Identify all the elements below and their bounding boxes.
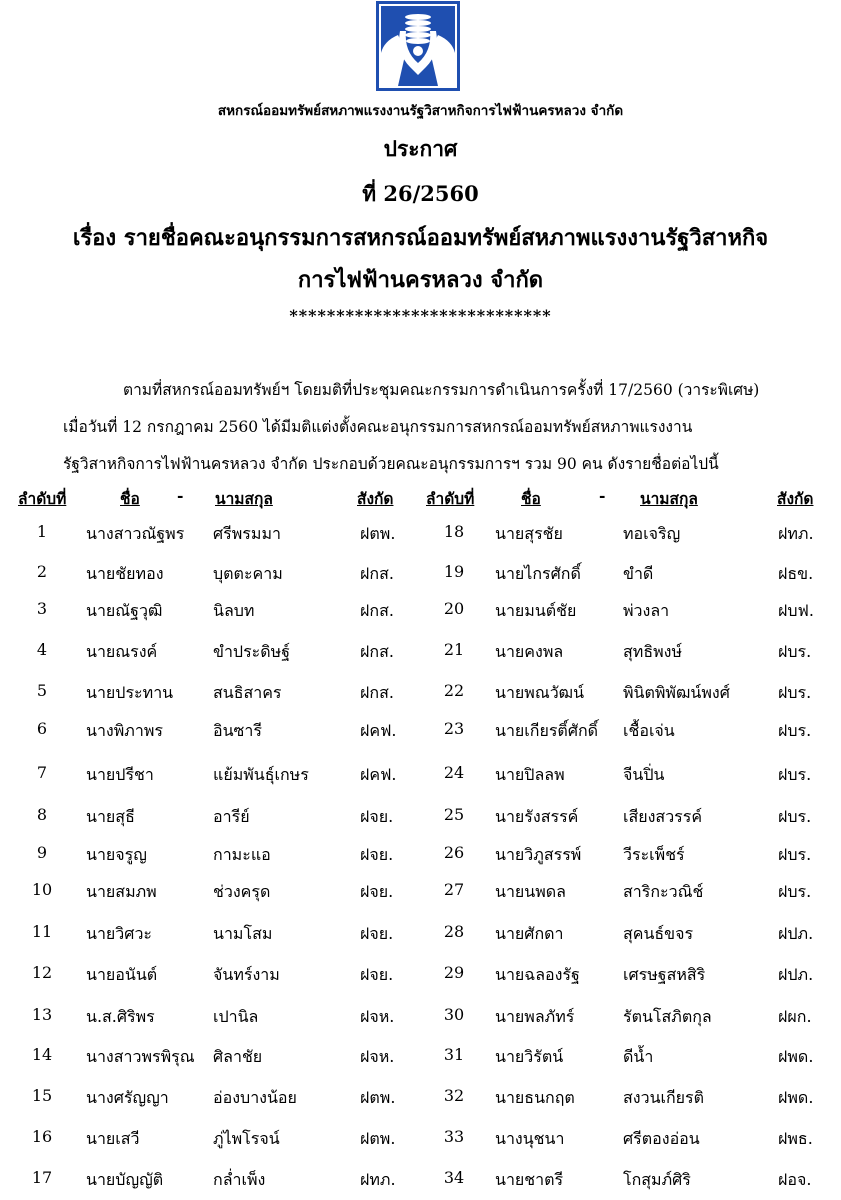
member-number: 24 xyxy=(443,763,465,782)
member-first-name: นายจรูญ xyxy=(86,845,147,864)
member-first-name: นายชาตรี xyxy=(495,1170,564,1189)
member-department: ฝกส. xyxy=(360,642,394,661)
header-no-right: ลำดับที่ xyxy=(426,489,475,508)
member-last-name: บุตตะคาม xyxy=(213,564,283,583)
member-department: ฝจย. xyxy=(360,882,394,901)
member-department: ฝบร. xyxy=(778,882,812,901)
member-first-name: นายวิภูสรรพ์ xyxy=(495,845,582,864)
member-last-name: สาริกะวณิช์ xyxy=(623,882,704,901)
member-first-name: นายณัฐวุฒิ xyxy=(86,601,163,620)
member-last-name: ศรีตองอ่อน xyxy=(623,1129,700,1148)
member-first-name: นางศรัญญา xyxy=(86,1088,169,1107)
member-number: 1 xyxy=(36,522,48,541)
member-last-name: ขำประดิษฐ์ xyxy=(213,642,291,661)
member-department: ฝบร. xyxy=(778,765,812,784)
member-first-name: นายสุธี xyxy=(86,807,135,826)
member-number: 12 xyxy=(31,963,53,982)
member-last-name: แย้มพันธุ์เกษร xyxy=(213,765,309,784)
member-first-name: นายนพดล xyxy=(495,882,566,901)
member-last-name: ภู่ไพโรจน์ xyxy=(213,1129,280,1148)
member-first-name: นายประทาน xyxy=(86,683,174,702)
member-first-name: นายปรีชา xyxy=(86,765,154,784)
member-number: 21 xyxy=(443,640,465,659)
member-last-name: อารีย์ xyxy=(213,807,250,826)
member-first-name: นายวิศวะ xyxy=(86,924,153,943)
member-first-name: น.ส.ศิริพร xyxy=(86,1007,155,1026)
organization-name: สหกรณ์ออมทรัพย์สหภาพแรงงานรัฐวิสาหกิจการไฟฟ้านครหลวง จำกัด xyxy=(217,103,624,119)
member-first-name: นายสมภพ xyxy=(86,882,157,901)
member-department: ฝปภ. xyxy=(778,924,814,943)
member-department: ฝจย. xyxy=(360,845,394,864)
member-last-name: จันทร์งาม xyxy=(213,965,280,984)
member-first-name: นายพณวัฒน์ xyxy=(495,683,585,702)
member-first-name: นางสาวพรพิรุณ xyxy=(86,1047,195,1066)
member-first-name: นางนุชนา xyxy=(495,1129,565,1148)
header-dash-right: - xyxy=(599,486,606,505)
member-number: 8 xyxy=(36,805,48,824)
member-department: ฝทภ. xyxy=(360,1170,396,1189)
member-first-name: นายณรงค์ xyxy=(86,642,158,661)
member-department: ฝตพ. xyxy=(360,1129,396,1148)
member-last-name: นิลบท xyxy=(213,601,255,620)
member-department: ฝธข. xyxy=(778,564,814,583)
member-last-name: โกสุมภ์ศิริ xyxy=(623,1170,691,1189)
member-number: 3 xyxy=(36,599,48,618)
member-number: 11 xyxy=(31,922,53,941)
member-first-name: นายวิรัตน์ xyxy=(495,1047,564,1066)
member-number: 23 xyxy=(443,719,465,738)
member-first-name: นายมนต์ชัย xyxy=(495,601,577,620)
member-number: 14 xyxy=(31,1045,53,1064)
member-last-name: เชื้อเจ่น xyxy=(623,721,675,740)
member-number: 13 xyxy=(31,1005,53,1024)
member-first-name: นายพลภัทร์ xyxy=(495,1007,575,1026)
member-number: 31 xyxy=(443,1045,465,1064)
member-last-name: พินิตพิพัฒน์พงศ์ xyxy=(623,683,730,702)
subject-line-2: การไฟฟ้านครหลวง จำกัด xyxy=(297,267,544,293)
member-department: ฝคฟ. xyxy=(360,721,397,740)
header-dept-left: สังกัด xyxy=(357,489,394,508)
member-number: 7 xyxy=(36,763,48,782)
member-last-name: วีระเพ็ชร์ xyxy=(623,845,685,864)
member-last-name: ทอเจริญ xyxy=(623,524,681,543)
member-first-name: นายคงพล xyxy=(495,642,564,661)
member-number: 20 xyxy=(443,599,465,618)
subject-line-1: เรื่อง รายชื่อคณะอนุกรรมการสหกรณ์ออมทรัพย์สหภาพแรงงานรัฐวิสาหกิจ xyxy=(72,225,769,251)
member-department: ฝบร. xyxy=(778,845,812,864)
member-department: ฝจย. xyxy=(360,807,394,826)
member-number: 32 xyxy=(443,1086,465,1105)
separator: **************************** xyxy=(289,306,552,325)
member-first-name: นายปิลลพ xyxy=(495,765,565,784)
member-department: ฝกส. xyxy=(360,601,394,620)
member-last-name: อินซารี xyxy=(213,721,262,740)
member-first-name: นายเกียรติ์ศักดิ์ xyxy=(495,721,599,740)
member-first-name: นายศักดา xyxy=(495,924,564,943)
member-department: ฝจย. xyxy=(360,924,394,943)
member-department: ฝจห. xyxy=(360,1007,395,1026)
header-dash-left: - xyxy=(177,486,184,505)
member-number: 26 xyxy=(443,843,465,862)
member-number: 4 xyxy=(36,640,48,659)
member-department: ฝอจ. xyxy=(778,1170,812,1189)
header-first-right: ชื่อ xyxy=(521,489,541,508)
member-department: ฝทภ. xyxy=(778,524,814,543)
document-type: ประกาศ xyxy=(383,136,458,161)
member-number: 10 xyxy=(31,880,53,899)
member-first-name: นายฉลองรัฐ xyxy=(495,965,580,984)
document-number: ที่ 26/2560 xyxy=(362,181,479,206)
member-last-name: นามโสม xyxy=(213,924,273,943)
member-first-name: นายรังสรรค์ xyxy=(495,807,579,826)
member-last-name: เสียงสวรรค์ xyxy=(623,807,703,826)
member-number: 29 xyxy=(443,963,465,982)
member-number: 33 xyxy=(443,1127,465,1146)
member-last-name: ศิลาชัย xyxy=(213,1047,263,1066)
body-paragraph-line-3: รัฐวิสาหกิจการไฟฟ้านครหลวง จำกัด ประกอบด้วยคณะอนุกรรมการฯ รวม 90 คน ดังรายชื่อต่อไปนี้ xyxy=(63,455,719,473)
member-first-name: นายอนันต์ xyxy=(86,965,158,984)
member-number: 34 xyxy=(443,1168,465,1187)
cooperative-logo xyxy=(376,1,460,91)
member-first-name: นายสุรชัย xyxy=(495,524,563,543)
member-department: ฝผก. xyxy=(778,1007,812,1026)
member-first-name: นางสาวณัฐพร xyxy=(86,524,185,543)
member-number: 22 xyxy=(443,681,465,700)
member-department: ฝกส. xyxy=(360,683,394,702)
member-department: ฝตพ. xyxy=(360,1088,396,1107)
member-last-name: ขำดี xyxy=(623,564,654,583)
member-number: 28 xyxy=(443,922,465,941)
member-last-name: กล่ำเพ็ง xyxy=(213,1170,266,1189)
header-first-left: ชื่อ xyxy=(120,489,140,508)
member-number: 17 xyxy=(31,1168,53,1187)
member-last-name: ดีน้ำ xyxy=(623,1047,654,1066)
member-department: ฝบร. xyxy=(778,807,812,826)
member-number: 6 xyxy=(36,719,48,738)
member-last-name: เปานิล xyxy=(213,1007,259,1026)
member-number: 2 xyxy=(36,562,48,581)
member-last-name: สุทธิพงษ์ xyxy=(623,642,682,661)
header-last-left: นามสกุล xyxy=(215,489,273,508)
member-department: ฝบร. xyxy=(778,721,812,740)
member-first-name: นายเสวี xyxy=(86,1129,140,1148)
member-first-name: นายชัยทอง xyxy=(86,564,164,583)
member-number: 15 xyxy=(31,1086,53,1105)
body-paragraph-line-1: ตามที่สหกรณ์ออมทรัพย์ฯ โดยมติที่ประชุมคณะกรรมการดำเนินการครั้งที่ 17/2560 (วาระพิเศษ) xyxy=(123,381,760,399)
member-last-name: รัตนโสภิตกุล xyxy=(623,1007,712,1026)
member-number: 19 xyxy=(443,562,465,581)
member-first-name: นายไกรศักดิ์ xyxy=(495,564,581,583)
member-department: ฝพธ. xyxy=(778,1129,813,1148)
member-number: 27 xyxy=(443,880,465,899)
member-last-name: พ่วงลา xyxy=(623,601,670,620)
member-department: ฝบร. xyxy=(778,642,812,661)
member-department: ฝคฟ. xyxy=(360,765,397,784)
member-number: 25 xyxy=(443,805,465,824)
member-department: ฝตพ. xyxy=(360,524,396,543)
header-last-right: นามสกุล xyxy=(640,489,698,508)
member-department: ฝพด. xyxy=(778,1047,814,1066)
member-department: ฝจย. xyxy=(360,965,394,984)
body-paragraph-line-2: เมื่อวันที่ 12 กรกฎาคม 2560 ได้มีมติแต่งตั้งคณะอนุกรรมการสหกรณ์ออมทรัพย์สหภาพแรงงาน xyxy=(63,418,693,436)
member-last-name: ช่วงครุด xyxy=(213,882,271,901)
member-number: 16 xyxy=(31,1127,53,1146)
member-last-name: สงวนเกียรติ xyxy=(623,1088,705,1107)
member-last-name: ศรีพรมมา xyxy=(213,524,281,543)
header-dept-right: สังกัด xyxy=(777,489,814,508)
member-last-name: สนธิสาคร xyxy=(213,683,282,702)
member-first-name: นายบัญญัติ xyxy=(86,1170,164,1189)
member-number: 5 xyxy=(36,681,48,700)
member-department: ฝบร. xyxy=(778,683,812,702)
member-department: ฝกส. xyxy=(360,564,394,583)
member-last-name: สุคนธ์ขจร xyxy=(623,924,694,943)
member-last-name: อ่องบางน้อย xyxy=(213,1088,297,1107)
member-last-name: จีนปิ่น xyxy=(623,765,665,784)
member-number: 30 xyxy=(443,1005,465,1024)
member-department: ฝปภ. xyxy=(778,965,814,984)
member-department: ฝบฟ. xyxy=(778,601,814,620)
member-number: 18 xyxy=(443,522,465,541)
member-department: ฝจห. xyxy=(360,1047,395,1066)
header-no-left: ลำดับที่ xyxy=(18,489,67,508)
member-department: ฝพด. xyxy=(778,1088,814,1107)
member-last-name: กามะแอ xyxy=(213,845,271,864)
member-first-name: นายธนกฤต xyxy=(495,1088,575,1107)
member-number: 9 xyxy=(36,843,48,862)
member-last-name: เศรษฐสหสิริ xyxy=(623,965,706,984)
member-first-name: นางพิภาพร xyxy=(86,721,163,740)
